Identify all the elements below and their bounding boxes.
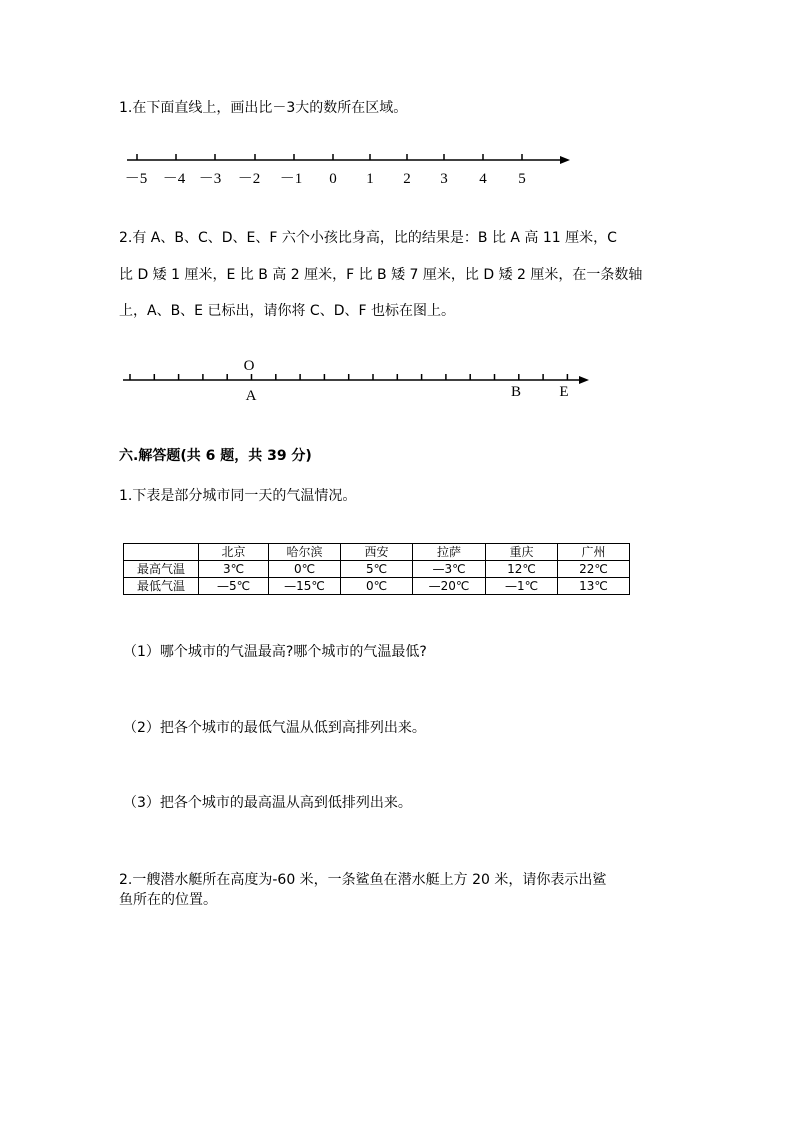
table-header-cell (124, 544, 199, 561)
q1-text: 1.在下面直线上，画出比－3大的数所在区域。 (119, 100, 408, 116)
table-header-cell: 哈尔滨 (269, 544, 341, 561)
table-cell: 0℃ (341, 578, 413, 595)
section-title: 六.解答题(共 6 题，共 39 分) (119, 448, 312, 464)
table-cell: 13℃ (558, 578, 630, 595)
number-line-tick-label: －5 (124, 171, 148, 187)
table-cell: 3℃ (199, 561, 269, 578)
number-line-tick-label: －4 (162, 171, 186, 187)
table-header-cell: 广州 (558, 544, 630, 561)
table-row (124, 561, 630, 578)
table-header-cell: 西安 (341, 544, 413, 561)
table-cell: 最高气温 (124, 561, 199, 578)
table-cell: 12℃ (486, 561, 558, 578)
s6-sub1: （1）哪个城市的气温最高?哪个城市的气温最低? (123, 644, 427, 660)
q2-line3: 上，A、B、E 已标出，请你将 C、D、F 也标在图上。 (119, 303, 455, 319)
table-cell: —15℃ (269, 578, 341, 595)
table-header-row (124, 544, 630, 561)
table-header-cell: 拉萨 (413, 544, 486, 561)
point-e-label: E (559, 384, 569, 400)
q2-line1: 2.有 A、B、C、D、E、F 六个小孩比身高，比的结果是：B 比 A 高 11 厘米，C (119, 230, 617, 246)
table-header-cell: 北京 (199, 544, 269, 561)
table-cell: —1℃ (486, 578, 558, 595)
table-cell: 最低气温 (124, 578, 199, 595)
point-a-label: A (245, 388, 257, 404)
q2-line2: 比 D 矮 1 厘米，E 比 B 高 2 厘米，F 比 B 矮 7 厘米，比 D 矮 2 厘米，在一条数轴 (119, 267, 643, 283)
number-line-tick-label: 4 (479, 171, 487, 187)
number-line-tick-label: 0 (329, 171, 337, 187)
table-row (124, 578, 630, 595)
number-line-2 (0, 356, 794, 406)
point-b-label: B (510, 384, 522, 400)
table-cell: 0℃ (269, 561, 341, 578)
temperature-table (123, 543, 630, 595)
s6-sub2: （2）把各个城市的最低气温从低到高排列出来。 (123, 720, 426, 736)
s6-q2-line1: 2.一艘潜水艇所在高度为-60 米，一条鲨鱼在潜水艇上方 20 米，请你表示出鲨 (119, 872, 607, 888)
origin-label: O (243, 358, 255, 374)
s6-sub3: （3）把各个城市的最高温从高到低排列出来。 (123, 795, 412, 811)
number-line-tick-label: －3 (198, 171, 222, 187)
table-cell: 22℃ (558, 561, 630, 578)
s6-q1-intro: 1.下表是部分城市同一天的气温情况。 (119, 488, 357, 504)
number-line-tick-label: 2 (403, 171, 411, 187)
table-cell: —20℃ (413, 578, 486, 595)
number-line-tick-label: 1 (366, 171, 374, 187)
number-line-1 (0, 148, 794, 198)
table-cell: —3℃ (413, 561, 486, 578)
number-line-tick-label: 3 (440, 171, 448, 187)
table-cell: —5℃ (199, 578, 269, 595)
number-line-tick-label: 5 (518, 171, 526, 187)
table-header-cell: 重庆 (486, 544, 558, 561)
s6-q2-line2: 鱼所在的位置。 (119, 892, 217, 908)
number-line-tick-label: －1 (279, 171, 303, 187)
table-cell: 5℃ (341, 561, 413, 578)
number-line-tick-label: －2 (237, 171, 261, 187)
